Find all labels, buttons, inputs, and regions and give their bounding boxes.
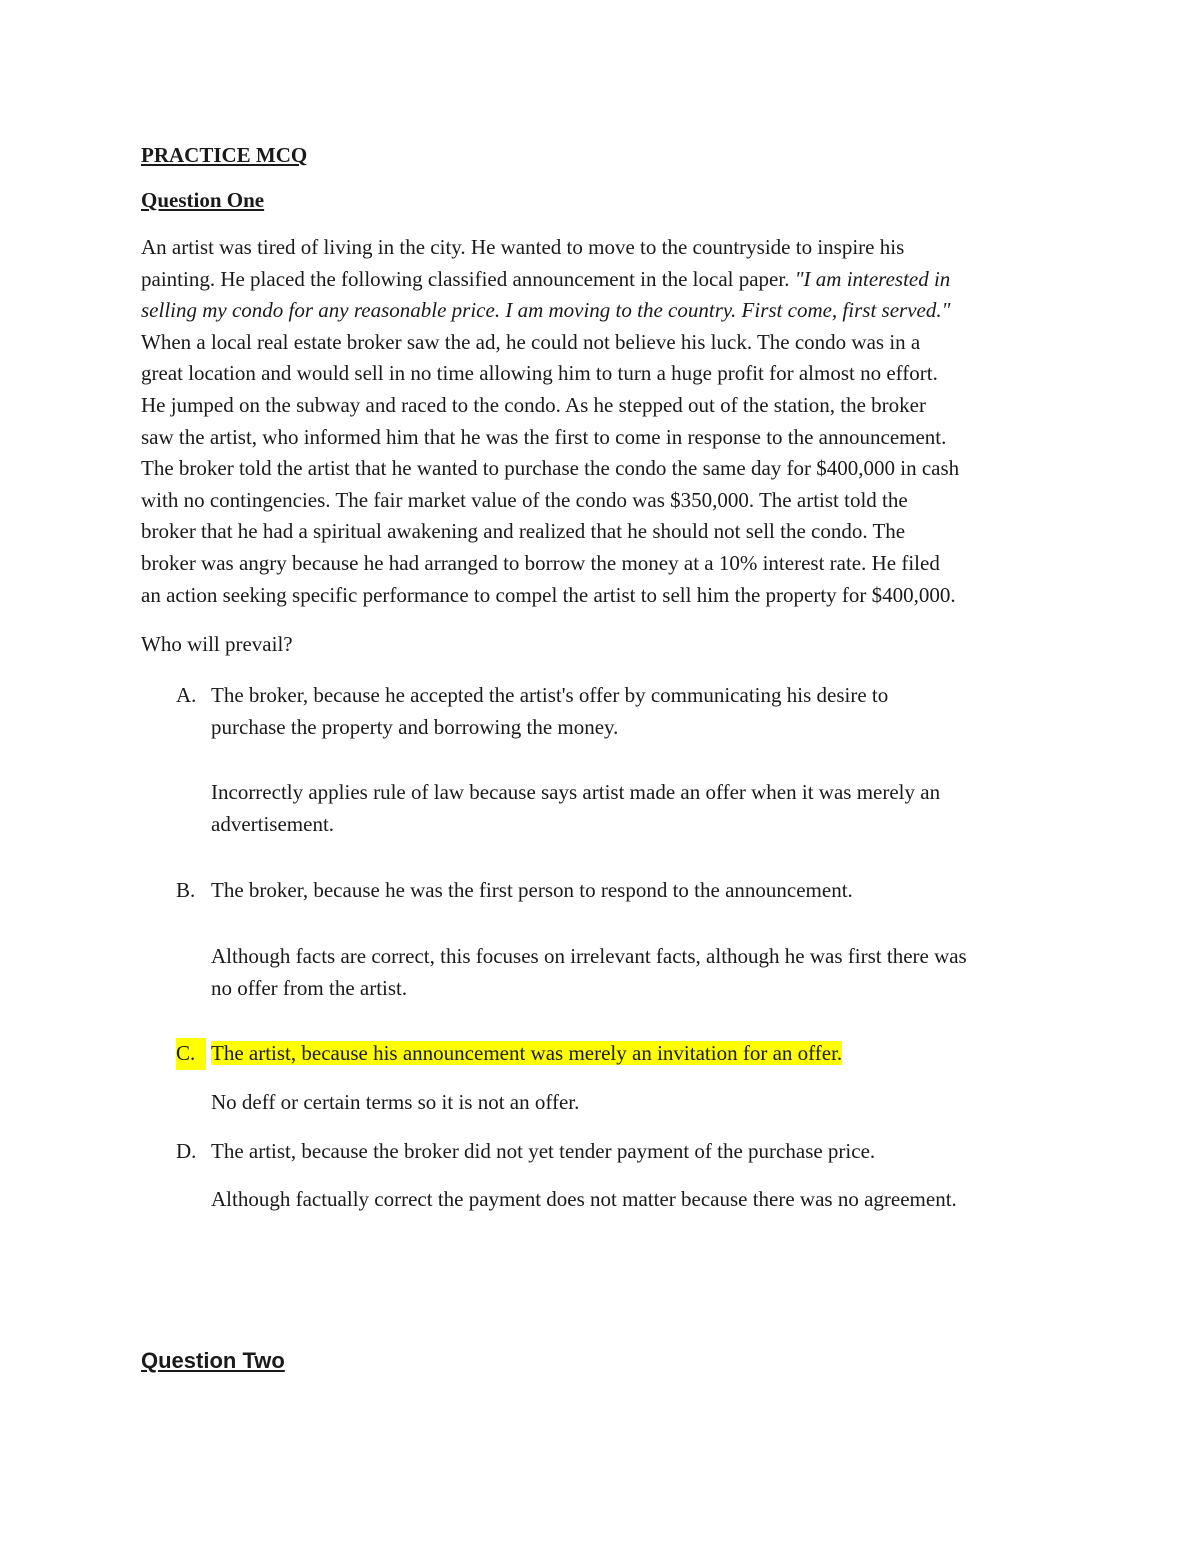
stem-quote-rest: selling my condo for any reasonable price. I am moving to the country. First come, first served.": [141, 298, 951, 323]
question-two-heading: Question Two: [141, 1348, 285, 1373]
choice-letter: B.: [176, 878, 196, 902]
choice-text: The artist, because the broker did not yet tender payment of the purchase price.: [211, 1139, 876, 1163]
stem-line: [141, 295, 1063, 327]
choice-text: [211, 1038, 842, 1070]
question-prompt: Who will prevail?: [141, 632, 293, 656]
question-one-heading: Question One: [141, 188, 265, 212]
stem-line: The broker told the artist that he wanted to purchase the condo the same day for $400,000 in cash: [141, 456, 960, 481]
document-title: PRACTICE MCQ: [141, 143, 308, 167]
stem-line: great location and would sell in no time allowing him to turn a huge profit for almost no effort.: [141, 361, 938, 386]
choice-c-explanation: No deff or certain terms so it is not an offer.: [211, 1090, 580, 1114]
stem-line: saw the artist, who informed him that he was the first to come in response to the announcement.: [141, 424, 947, 449]
choice-text: The broker, because he was the first person to respond to the announcement.: [211, 878, 853, 902]
choice-d-explanation: Although factually correct the payment does not matter because there was no agreement.: [211, 1187, 957, 1211]
choice-b-explanation: Although facts are correct, this focuses on irrelevant facts, although he was first there was no offer from the artist.: [211, 944, 967, 1000]
stem-line: An artist was tired of living in the city. He wanted to move to the countryside to inspire his: [141, 235, 905, 259]
answer-highlight: The artist, because his announcement was merely an invitation for an offer.: [211, 1041, 843, 1065]
stem-line: broker that he had a spiritual awakening and realized that he should not sell the condo. The: [141, 519, 906, 544]
stem-line: When a local real estate broker saw the ad, he could not believe his luck. The condo was in a: [141, 329, 921, 354]
choice-a-explanation: Incorrectly applies rule of law because says artist made an offer when it was merely an advertisement.: [211, 780, 941, 836]
choice-letter: D.: [176, 1139, 197, 1163]
stem-line: He jumped on the subway and raced to the condo. As he stepped out of the station, the broker: [141, 392, 926, 417]
question-stem: [141, 232, 1063, 611]
stem-line: broker was angry because he had arranged to borrow the money at a 10% interest rate. He filed: [141, 550, 940, 575]
stem-line: an action seeking specific performance to compel the artist to sell him the property for $400,000.: [141, 582, 956, 607]
stem-line: with no contingencies. The fair market value of the condo was $350,000. The artist told the: [141, 487, 908, 512]
stem-line: painting. He placed the following classified announcement in the local paper. "I am interested in: [141, 266, 951, 291]
choice-letter: A.: [176, 683, 197, 707]
choice-letter: C.: [176, 1038, 206, 1070]
choice-text: The broker, because he accepted the artist's offer by communicating his desire to purchase the property and borrowing the money.: [211, 683, 889, 739]
stem-quote-start: "I am interested in: [794, 266, 951, 291]
